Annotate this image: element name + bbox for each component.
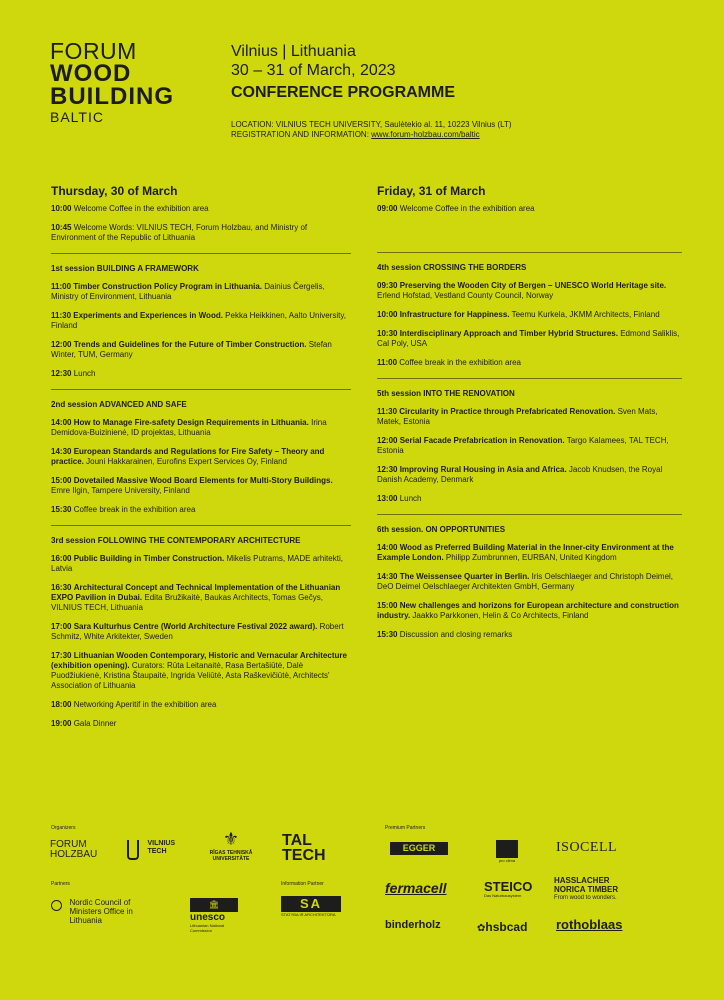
entry-title: Interdisciplinary Approach and Timber Hybrid Structures. <box>399 329 618 338</box>
entry-title: Dovetailed Massive Wood Board Elements for Multi-Story Buildings. <box>73 476 333 485</box>
session-1-title: 1st session BUILDING A FRAMEWORK <box>51 264 199 273</box>
section-divider <box>51 389 351 390</box>
programme-entry <box>51 447 351 467</box>
event-location: LOCATION: VILNIUS TECH UNIVERSITY, Saulėtekio al. 11, 10223 Vilnius (LT) <box>231 120 512 129</box>
programme-entry <box>377 407 682 427</box>
entry-text: Targo Kalamees, TAL TECH, Estonia <box>377 436 669 455</box>
entry-text: Irina Demidova-Buizinienė, ID projektas, Lithuania <box>51 418 327 437</box>
entry-title: Improving Rural Housing in Asia and Africa. <box>399 465 567 474</box>
entry-time: 15:30 <box>51 505 72 514</box>
entry-time: 10:45 <box>51 223 72 232</box>
entry-text: Jaakko Parkkonen, Helin & Co Architects, Finland <box>412 611 589 620</box>
programme-entry <box>377 630 682 640</box>
session-3-title: 3rd session FOLLOWING THE CONTEMPORARY ARCHITECTURE <box>51 536 301 545</box>
programme-entry <box>377 465 682 485</box>
thursday-column <box>51 186 351 738</box>
nordic-council-logo <box>51 898 159 928</box>
entry-time: 17:00 <box>51 622 72 631</box>
entry-text: Discussion and closing remarks <box>399 630 513 639</box>
entry-text: Dainius Čergelis, Ministry of Environment, Lithuania <box>51 282 325 301</box>
programme-entry <box>51 282 351 302</box>
entry-title: Lithuanian Wooden Contemporary, Historic and Vernacular Architecture (exhibition opening). <box>51 651 347 670</box>
event-dates: 30 – 31 of March, 2023 <box>231 62 396 79</box>
entry-text: Sven Mats, Matek, Estonia <box>377 407 658 426</box>
organizers-label: Organizers <box>51 825 76 831</box>
friday-title: Friday, 31 of March <box>377 184 486 198</box>
entry-text: Emre Ilgin, Tampere University, Finland <box>51 486 190 495</box>
programme-entry <box>377 436 682 456</box>
event-city: Vilnius | Lithuania <box>231 43 356 60</box>
entry-title: Circularity in Practice through Prefabricated Renovation. <box>399 407 616 416</box>
entry-text: Gala Dinner <box>73 719 117 728</box>
entry-text: Stefan Winter, TUM, Germany <box>51 340 332 359</box>
entry-title: Architectural Concept and Technical Implementation of the Lithuanian EXPO Pavilion in Dubai. <box>51 583 341 602</box>
entry-title: Public Building in Timber Construction. <box>73 554 225 563</box>
entry-time: 09:30 <box>377 281 398 290</box>
programme-entry <box>51 719 351 729</box>
programme-entry <box>377 543 682 563</box>
hasslacher-text: HASSLACHER NORICA TIMBER <box>554 876 619 894</box>
hsbcad-logo <box>477 918 527 936</box>
entry-text: Philipp Zumbrunnen, EURBAN, United Kingdom <box>445 553 617 562</box>
entry-text: Pekka Heikkinen, Aalto University, Finland <box>51 311 346 330</box>
registration-link[interactable]: www.forum-holzbau.com/baltic <box>371 130 480 139</box>
forum-holzbau-logo: FORUM HOLZBAU <box>50 839 98 860</box>
entry-time: 11:30 <box>51 311 72 320</box>
partners-label: Partners <box>51 881 70 887</box>
vilnius-tech-icon <box>127 840 139 860</box>
logo-line-forum: FORUM <box>50 38 137 64</box>
hasslacher-logo <box>554 876 624 902</box>
entry-time: 14:00 <box>377 543 398 552</box>
entry-title: Trends and Guidelines for the Future of Timber Construction. <box>73 340 307 349</box>
section-divider <box>377 252 682 253</box>
entry-time: 09:00 <box>377 204 398 213</box>
premium-partners-label: Premium Partners <box>385 825 426 831</box>
programme-entry <box>377 601 682 621</box>
unesco-temple-icon: 🏛 <box>190 898 238 912</box>
hsbcad-icon: ✿ <box>477 923 486 934</box>
entry-time: 15:00 <box>377 601 398 610</box>
entry-time: 12:30 <box>51 369 72 378</box>
logo-line-baltic: BALTIC <box>50 109 104 125</box>
programme-entry <box>51 340 351 360</box>
entry-time: 14:30 <box>377 572 398 581</box>
session-6-list <box>377 543 682 640</box>
sa-subtext: STATYBA IR ARCHITEKTŪRA <box>281 912 336 917</box>
steico-logo <box>484 880 534 898</box>
session-2-list <box>51 418 351 515</box>
entry-time: 11:30 <box>377 407 398 416</box>
entry-title: The Weissensee Quarter in Berlin. <box>399 572 530 581</box>
entry-title: European Standards and Regulations for Fire Safety – Theory and practice. <box>51 447 325 466</box>
entry-title: Timber Construction Policy Program in Lithuania. <box>73 282 263 291</box>
unesco-text: unesco <box>190 912 226 923</box>
logo-line-wood: WOOD <box>50 60 132 87</box>
session-1-list <box>51 282 351 379</box>
steico-text: STEICO <box>484 879 533 894</box>
unesco-subtext: Lithuanian National Commission <box>190 923 225 933</box>
programme-entry <box>51 700 351 710</box>
entry-time: 10:30 <box>377 329 398 338</box>
event-logo <box>50 40 220 124</box>
entry-title: Sara Kulturhus Centre (World Architecture Festival 2022 award). <box>73 622 318 631</box>
entry-text: Jouni Hakkarainen, Eurofins Expert Services Oy, Finland <box>86 457 287 466</box>
entry-time: 13:00 <box>377 494 398 503</box>
entry-text: Robert Schmitz, White Arkitekter, Sweden <box>51 622 344 641</box>
proclima-text: pro clima <box>498 858 516 863</box>
entry-time: 11:00 <box>377 358 398 367</box>
programme-entry <box>51 204 351 214</box>
session-2-title: 2nd session ADVANCED AND SAFE <box>51 400 187 409</box>
session-3-list <box>51 554 351 729</box>
programme-entry <box>377 310 682 320</box>
entry-text: Erlend Hofstad, Vestland County Council, Norway <box>377 291 554 300</box>
entry-time: 14:30 <box>51 447 72 456</box>
programme-entry <box>377 329 682 349</box>
entry-text: Jacob Knudsen, the Royal Danish Academy, Denmark <box>377 465 663 484</box>
programme-entry <box>51 622 351 642</box>
entry-title: Preserving the Wooden City of Bergen – UNESCO World Heritage site. <box>399 281 667 290</box>
entry-time: 12:00 <box>377 436 398 445</box>
section-divider <box>51 525 351 526</box>
proclima-icon <box>496 840 518 858</box>
section-divider <box>51 253 351 254</box>
entry-time: 19:00 <box>51 719 72 728</box>
entry-text: Edmond Saliklis, Cal Poly, USA <box>377 329 680 348</box>
entry-text: Curators: Rūta Leitanaitė, Rasa Bertašiūtė, Dalė Puodžiukienė, Kristina Štaupaitė, Ingrida Veliūtė, Asta Raškevičiūtė, Architects' Association of Lithuania <box>51 661 330 690</box>
proclima-logo <box>493 840 521 863</box>
rothoblaas-logo: rothoblaas <box>556 917 623 932</box>
entry-title: Serial Facade Prefabrication in Renovation. <box>399 436 565 445</box>
info-partner-label: Information Partner <box>281 881 324 887</box>
entry-text: Welcome Coffee in the exhibition area <box>399 204 535 213</box>
vilnius-tech-logo <box>127 840 183 860</box>
entry-text: Lunch <box>73 369 96 378</box>
programme-entry <box>51 311 351 331</box>
entry-text: Networking Aperitif in the exhibition area <box>73 700 217 709</box>
vilnius-tech-text: VILNIUS TECH <box>147 840 176 855</box>
steico-subtext: Das Naturbausystem <box>484 893 522 898</box>
hasslacher-subtext: From wood to wonders. <box>554 895 617 901</box>
registration-label: REGISTRATION AND INFORMATION: <box>231 130 372 139</box>
binderholz-logo: binderholz <box>385 919 441 931</box>
sponsors-area <box>0 820 724 1000</box>
friday-column <box>377 186 682 649</box>
section-divider <box>377 378 682 379</box>
entry-time: 11:00 <box>51 282 72 291</box>
session-4-list <box>377 281 682 368</box>
programme-entry <box>51 418 351 438</box>
programme-entry <box>377 572 682 592</box>
registration-info <box>231 130 512 140</box>
sa-mark: SA <box>281 896 341 912</box>
nordic-swan-icon <box>51 900 62 911</box>
nordic-council-text: Nordic Council of Ministers Office in Lithuania <box>69 898 133 925</box>
entry-time: 16:00 <box>51 554 72 563</box>
programme-entry <box>51 223 351 243</box>
egger-logo: EGGER <box>390 842 448 855</box>
programme-entry <box>51 505 351 515</box>
entry-time: 16:30 <box>51 583 72 592</box>
entry-time: 12:30 <box>377 465 398 474</box>
entry-time: 15:00 <box>51 476 72 485</box>
entry-title: New challenges and horizons for European architecture and construction industry. <box>377 601 679 620</box>
programme-entry <box>51 476 351 496</box>
programme-entry <box>51 651 351 691</box>
programme-entry <box>377 204 682 214</box>
programme-entry <box>51 554 351 574</box>
isocell-logo: ISOCELL <box>556 840 618 855</box>
session-5-title: 5th session INTO THE RENOVATION <box>377 389 515 398</box>
programme-entry <box>51 583 351 613</box>
programme-entry <box>51 369 351 379</box>
entry-time: 17:30 <box>51 651 72 660</box>
entry-text: Coffee break in the exhibition area <box>399 358 521 367</box>
entry-text: Welcome Words: VILNIUS TECH, Forum Holzbau, and Ministry of Environment of the Republic of Lithuania <box>51 223 308 242</box>
entry-text: Coffee break in the exhibition area <box>73 505 196 514</box>
entry-time: 15:30 <box>377 630 398 639</box>
entry-text: Mikelis Putrams, MADE arhitekti, Latvia <box>51 554 343 573</box>
entry-time: 14:00 <box>51 418 72 427</box>
sa-logo <box>281 896 341 918</box>
thursday-intro <box>51 204 351 243</box>
entry-title: Experiments and Experiences in Wood. <box>73 311 223 320</box>
entry-time: 10:00 <box>51 204 72 213</box>
unesco-logo <box>190 898 238 933</box>
entry-time: 12:00 <box>51 340 72 349</box>
programme-entry <box>377 494 682 504</box>
entry-title: Infrastructure for Happiness. <box>399 310 510 319</box>
programme-entry <box>377 281 682 301</box>
rtu-crest-icon: ⚜ <box>222 829 240 849</box>
entry-title: Wood as Preferred Building Material in the Inner-city Environment at the Example London. <box>377 543 674 562</box>
programme-entry <box>377 358 682 368</box>
rtu-logo <box>205 830 257 862</box>
entry-time: 10:00 <box>377 310 398 319</box>
entry-text: Edita Bružikaitė, Baukas Architects, Tomas Gečys, VILNIUS TECH, Lithuania <box>51 593 323 612</box>
session-4-title: 4th session CROSSING THE BORDERS <box>377 263 527 272</box>
friday-intro <box>377 204 682 214</box>
entry-text: Lunch <box>399 494 422 503</box>
entry-text: Teemu Kurkela, JKMM Architects, Finland <box>511 310 660 319</box>
entry-title: How to Manage Fire-safety Design Requirements in Lithuania. <box>73 418 309 427</box>
entry-text: Welcome Coffee in the exhibition area <box>73 204 209 213</box>
entry-text: Iris Oelschlaeger and Christoph Deimel, DeO Deimel Oelschlaeger Architekten GmbH, Germany <box>377 572 674 591</box>
thursday-title: Thursday, 30 of March <box>51 184 178 198</box>
programme-title: CONFERENCE PROGRAMME <box>231 84 456 101</box>
rtu-text: RĪGAS TEHNISKĀ UNIVERSITĀTE <box>209 850 253 862</box>
taltech-logo: TAL TECH <box>282 832 326 864</box>
section-divider <box>377 514 682 515</box>
programme-header <box>231 42 512 140</box>
logo-line-building: BUILDING <box>50 83 174 110</box>
fermacell-logo: fermacell <box>385 880 447 896</box>
session-6-title: 6th session. ON OPPORTUNITIES <box>377 525 506 534</box>
session-5-list <box>377 407 682 504</box>
hsbcad-text: hsbcad <box>485 920 528 934</box>
entry-time: 18:00 <box>51 700 72 709</box>
